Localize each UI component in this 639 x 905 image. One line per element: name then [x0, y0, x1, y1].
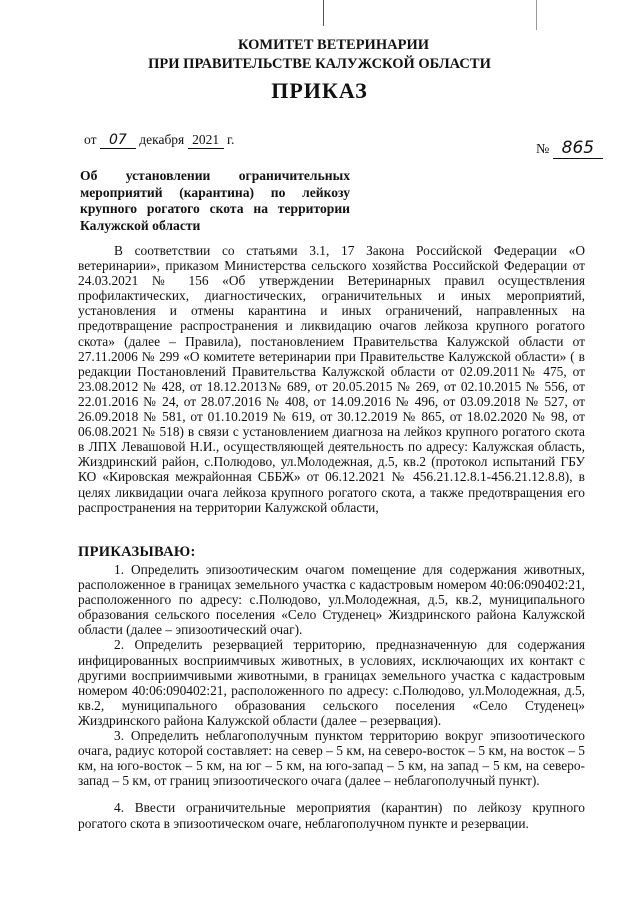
order-item-3: 3. Определить неблагополучным пунктом территорию вокруг эпизоотического очага, радиус которой составляет: на север – 5 км, на северо-восток – 5 км, на восток – 5 км, на юго-восток – 5 км, на юг – 5 км, на юго-запад – 5 км, на запад – 5 км, на северо-запад – 5 км, от границ эпизоотического очага (далее – неблагополучный пункт). [78, 728, 585, 789]
date-year: 2021 [188, 132, 224, 149]
org-name-line-1: КОМИТЕТ ВЕТЕРИНАРИИ [237, 37, 430, 53]
number-sign: № [536, 142, 550, 157]
date-day: 07 [100, 132, 136, 149]
subject-line: крупного рогатого скота на территории [80, 201, 350, 216]
number-value: 865 [553, 138, 603, 159]
order-item-2: 2. Определить резервацией территорию, предназначенную для содержания инфицированных восприимчивых животных, в условиях, исключающих их контакт с другими восприимчивыми животными, в границах земельного участка с кадастровым номером 40:06:090402:21, расположенного по адресу: с.Полюдово, ул.Молодежная, д.5, кв.2, муниципального образования сельского поселения «Село Студенец» Жиздринского района Калужской области (далее – резервация). [78, 637, 585, 728]
date-month: декабря [139, 132, 185, 147]
order-number [536, 138, 603, 159]
order-date [84, 132, 234, 149]
order-items [78, 562, 585, 831]
date-suffix: г. [227, 132, 235, 147]
order-word: ПРИКАЗЫВАЮ: [78, 544, 196, 560]
subject-line: Об установлении ограничительных [80, 168, 350, 183]
scan-fold-line-top [323, 0, 324, 26]
preamble [78, 243, 585, 515]
order-item-4: 4. Ввести ограничительные мероприятия (карантин) по лейкозу крупного рогатого скота в эпизоотическом очаге, неблагополучном пункте и резервации. [78, 800, 585, 831]
preamble-paragraph: В соответствии со статьями 3.1, 17 Закона Российской Федерации «О ветеринарии», приказом Министерства сельского хозяйства Российской Федерации от 24.03.2021 № 156 «Об утверждении Ветеринарных правил осуществления профилактических, диагностических, ограничительных и иных мероприятий, установления и отмены карантина и иных ограничений, направленных на предотвращение распространения и ликвидацию очагов лейкоза крупного рогатого скота» (далее – Правила), постановлением Правительства Калужской области от 27.11.2006 № 299 «О комитете ветеринарии при Правительстве Калужской области» ( в редакции Постановлений Правительства Калужской области от 02.09.2011№ 475, от 23.08.2012 № 428, от 18.12.2013№ 689, от 20.05.2015 № 269, от 02.10.2015 № 556, от 22.01.2016 № 24, от 28.07.2016 № 408, от 14.09.2016 № 496, от 03.09.2018 № 527, от 26.09.2018 № 581, от 01.10.2019 № 619, от 30.12.2019 № 865, от 18.02.2020 № 98, от 06.08.2021 № 518) в связи с установлением диагноза на лейкоз крупного рогатого скота в ЛПХ Левашовой Н.И., осуществляющей деятельность по адресу: Калужская область, Жиздринский район, с.Полюдово, ул.Молодежная, д.5, кв.2 (протокол испытаний ГБУ КО «Кировская межрайонная СББЖ» от 06.12.2021 № 456.21.12.8.1-456.21.12.8.8), в целях ликвидации очага лейкоза крупного рогатого скота, а также предотвращения его распространения на территории Калужской области, [78, 243, 585, 515]
subject-line: Калужской области [80, 217, 201, 233]
date-prefix: от [84, 132, 97, 147]
order-item-1: 1. Определить эпизоотическим очагом помещение для содержания животных, расположенное в границах земельного участка с кадастровым номером 40:06:090402:21, расположенного по адресу: с.Полюдово, ул.Молодежная, д.5, кв.2, муниципального образования сельского поселения «Село Студенец» Жиздринского района Калужской области (далее – эпизоотический очаг). [78, 562, 585, 638]
document-title: ПРИКАЗ [271, 78, 368, 103]
scan-fold-line-right [536, 0, 537, 30]
org-name-line-2: ПРИ ПРАВИТЕЛЬСТВЕ КАЛУЖСКОЙ ОБЛАСТИ [148, 56, 491, 72]
order-subject [80, 168, 350, 234]
subject-line: мероприятий (карантина) по лейкозу [80, 184, 350, 200]
